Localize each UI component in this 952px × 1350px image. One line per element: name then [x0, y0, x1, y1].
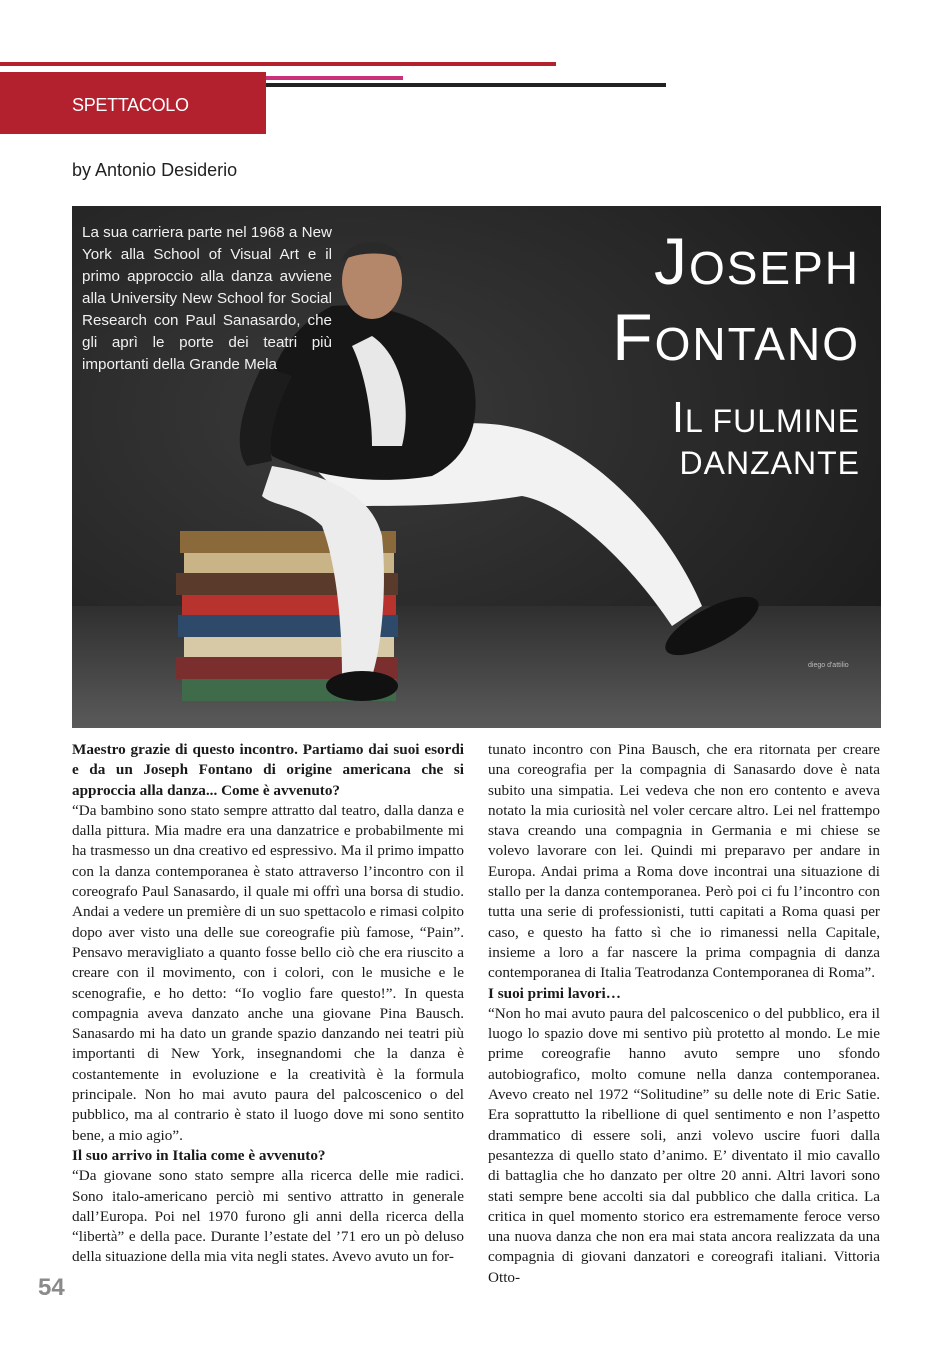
header-rule-black — [266, 83, 666, 87]
header-rule-red — [0, 62, 556, 66]
subtitle-initial-i: I — [671, 393, 686, 442]
title-rest-2: ONTANO — [654, 318, 860, 370]
answer-3: “Non ho mai avuto paura del palcoscenico o del pubblico, era il luogo lo spazio dove mi sentivo più protetto al mondo. Le mie prime coreografie hanno avuto sempre uno sfondo autobiografico, molto comune nella danza contemporanea. Avevo creato nel 1972 “Solitudine” su delle note di Eric Satie. Era soprattutto la ribellione di quel sentimento e non l’aspetto drammatico di essere soli, anzi volevo uscire fuori dalla pesantezza di quello stato d’animo. E’ diventato il mio cavallo di battaglia che ho danzato per oltre 20 anni. Altri lavori sono stati sempre bene accolti sia dal pubblico che dalla critica. La critica in quel momento storico era estremamente feroce verso una nuova danza che non era mai stata ancora realizzata da una compagnia di giovani danzatori e coreografi italiani. Vittoria Otto- — [488, 1004, 880, 1286]
page-number: 54 — [38, 1274, 65, 1301]
subtitle-line-2: DANZANTE — [679, 445, 860, 481]
intro-text: La sua carriera parte nel 1968 a New York alla School of Visual Art e il primo approccio alla danza avviene alla University New School for Social Research con Paul Sanasardo, che gli aprì le porte dei teatri più importanti della Grande Mela — [82, 224, 332, 373]
title-line-2 — [612, 300, 860, 374]
photo-credit: diego d'attilio — [808, 662, 849, 669]
answer-2: “Da giovane sono stato sempre alla ricerca delle mie radici. Sono italo-americano perciò mi sentivo attratto in generale dall’Europa. Poi nel 1970 furono gli anni della ricerca della “libertà” e della pace. Durante l’estate del ’71 ero un pò deluso della situazione della mia vita negli states. Avevo avuto un for- — [72, 1167, 464, 1266]
header-rule-pink — [266, 76, 403, 80]
article-column-right — [488, 740, 880, 1288]
question-1: Maestro grazie di questo incontro. Partiamo dai suoi esordi e da un Joseph Fontano di origine americana che si approccia alla danza... Come è avvenuto? — [72, 741, 464, 799]
answer-1: “Da bambino sono stato sempre attratto dal teatro, dalla danza e dalla pittura. Mia madre era una danzatrice e probabilmente mi ha trasmesso un dna creativo ed espressivo. Ma il primo impatto con la danza contemporanea è stato attraverso l’incontro con il coreografo Paul Sanasardo, il quale mi offrì una borsa di studio. Andai a vedere un première di un suo spettacolo e rimasi colpito dopo aver visto una delle sue coreografie più famose, “Pain”. Pensavo meravigliato a quanto fosse bello ciò che era riuscito a creare con il movimento, con i colori, con le musiche e le scenografie, e ho detto: “Io voglio fare questo!”. In questa compagnia aveva danzato anche una giovane Pina Bausch. Sanasardo mi ha dato un grande spazio danzando nei teatri più importanti di New York, insegnandomi che la danza è costantemente in evoluzione e la creatività è la formula principale. Non ho mai avuto paura del palcoscenico o del pubblico, ma al contrario è stato il luogo dove mi sono sentito bene, a mio agio”. — [72, 801, 464, 1144]
answer-2-continued: tunato incontro con Pina Bausch, che era ritornata per creare una coreografia per la compagnia di Sanasardo dove è nata subito una simpatia. Lei vedeva che non ero contento e aveva notato la mia curiosità nel voler cercare altro. Lei nel frattempo stava creando una compagnia in Germania e mi chiese se volevo lavorare con lei. Quindi mi preparavo per andare in Europa. Andai prima a Roma dove incontrai una situazione di stallo per la danza contemporanea. Però poi ci fu l’incontro con tutta una serie di professionisti, tutti capitati a Roma quasi per caso, e questo ha fatto sì che io rimanessi nella Capitale, insieme a loro a far nascere la prima compagnia di danza contemporanea di Italia Teatrodanza Contemporanea di Roma”. — [488, 741, 880, 982]
title-rest-1: OSEPH — [688, 242, 860, 294]
subtitle-rest-1: L FULMINE — [685, 403, 860, 439]
byline: by Antonio Desiderio — [72, 160, 238, 180]
title-initial-j: J — [653, 224, 689, 298]
subtitle-line-1 — [671, 393, 860, 442]
title-initial-f: F — [612, 300, 655, 374]
question-3: I suoi primi lavori… — [488, 984, 621, 1002]
question-2: Il suo arrivo in Italia come è avvenuto? — [72, 1146, 326, 1164]
section-label: SPETTACOLO — [72, 95, 189, 115]
title-line-1 — [653, 224, 860, 298]
article-column-left — [72, 740, 464, 1268]
